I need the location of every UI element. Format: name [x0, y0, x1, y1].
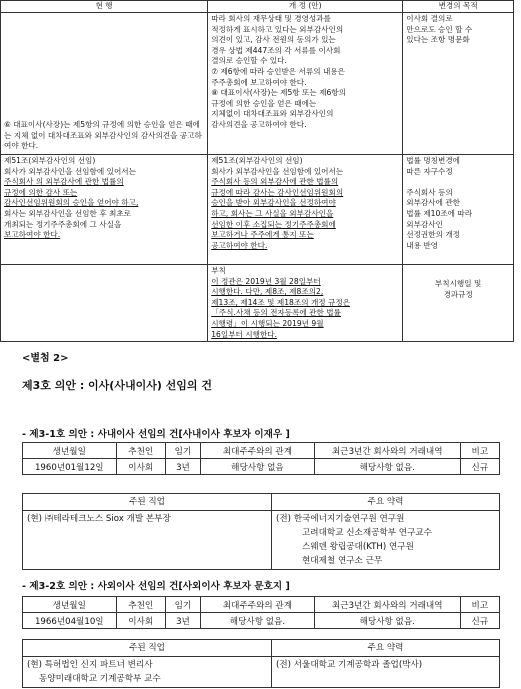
header-revised: 개 정 (안) [208, 1, 403, 13]
row2-revised-line: 공고하여야 한다. [211, 240, 268, 250]
row2-revised-line: 규정에 따라 감사는 감사인선임위원회의 [211, 187, 344, 197]
row1-revised-line: 경우 상법 제447조의 각 서류를 이사회 [211, 45, 341, 55]
sub1-header-transactions: 최근3년간 회사와의 거래내역 [314, 443, 460, 459]
row1-revised-line: 의견이 있고, 감사 전원의 동의가 있는 [211, 35, 336, 45]
row1-revised-line: 감사의견을 공고하여야 한다. [211, 119, 307, 129]
row1-revised-line: ⑦ 제6항에 따라 승인받은 서류의 내용은 [211, 66, 345, 76]
row1-revised-line: ⑧ 대표이사(사장)는 제5항 또는 제6항의 [211, 88, 346, 98]
sub1-term: 3년 [165, 459, 200, 475]
sub2-birth: 1966년04월10일 [23, 613, 117, 629]
row2-purpose-cell [403, 155, 514, 265]
sub2-title: - 제3-2호 의안 : 사외이사 선임의 건[사외이사 후보자 문호지 ] [22, 581, 290, 592]
amendment-comparison-table [0, 0, 514, 342]
row1-current-cell [1, 13, 208, 155]
row1-revised-line: 규정에 의한 승인을 얻은 때에는 [211, 98, 317, 108]
sub2-career-line: (전) 서울대학교 기계공학과 졸업(박사) [276, 660, 423, 670]
sub2-candidate-table [22, 596, 500, 629]
row1-revised-line: 지체없이 대차대조표와 외부감사인의 [211, 109, 334, 119]
sub1-career-line: 현대제철 연구소 근무 [302, 556, 383, 566]
sub1-birth: 1960년01월12일 [23, 459, 117, 475]
row2-revised-line: 보고하거나 주주에게 통지 또는 [211, 230, 314, 240]
row3-purpose-cell [403, 265, 514, 342]
sub2-recommender: 이사회 [116, 613, 165, 629]
row3-revised-cell [208, 265, 403, 342]
sub2-header-transactions: 최근3년간 회사와의 거래내역 [314, 597, 460, 613]
sub1-header-term: 임기 [165, 443, 200, 459]
row2-current-line: 규정에 의한 감사 또는 [4, 187, 78, 197]
sub1-relation: 해당사항 없음 [201, 459, 315, 475]
sub1-header-note: 비고 [460, 443, 499, 459]
row1-revised-line: 결의로 승인할 수 있다. [211, 56, 287, 66]
sub1-header-birth: 생년월일 [23, 443, 117, 459]
sub2-job-line: (현) 특허법인 신지 파트너 변리사 [27, 660, 153, 670]
sub2-job-cell [23, 657, 272, 688]
row2-purpose-line [406, 177, 510, 188]
sub2-header-relation: 최대주주와의 관계 [201, 597, 315, 613]
row2-purpose-line: 법률 제10조에 따라 [406, 208, 473, 218]
row2-current-cell [1, 155, 208, 265]
sub1-job: (현) ㈜테라테크노스 Siox 개발 본부장 [23, 511, 272, 570]
sub2-job-line: 동양미래대학교 기계공학부 교수 [39, 674, 161, 684]
row2-current-line: 감사인선임위원회의 승인을 얻어야 하고, [4, 198, 139, 208]
row1-revised-cell [208, 13, 403, 155]
sub2-career-table [22, 639, 500, 688]
row2-current-line: 회사는 외부감사인을 선임한 후 최초로 [4, 208, 132, 218]
row2-revised-line: 회사가 외부감사인을 선임함에 있어서는 [211, 166, 344, 176]
row1-current-text: ⑥ 대표이사(사장)는 제5항의 규정에 의한 승인을 얻은 때에는 지체 없이 대차대조표와 외부감사인의 감사의견을 공고하여야 한다. [4, 120, 202, 151]
sub1-career-cell [272, 511, 500, 570]
sub1-candidate-table [22, 442, 500, 475]
row2-revised-cell [208, 155, 403, 265]
row3-revised-line: 16일부터 시행한다. [211, 329, 278, 339]
agenda-title: 제3호 의안 : 이사(사내이사) 선임의 건 [22, 379, 213, 392]
row3-revised-line: 이 정관은 2019년 3월 28일부터 [211, 276, 321, 286]
sub1-note: 신규 [460, 459, 499, 475]
row3-revised-line: 제13조, 제14조 및 제18조의 개정 규정은 [211, 297, 351, 307]
row2-purpose-line: 주식회사 등의 [406, 187, 453, 197]
row1-purpose-cell [403, 13, 514, 155]
row2-revised-line: 승인을 받아 외부감사인을 선정하여야 [211, 198, 336, 208]
row3-revised-line: 시행한다. 다만, 제8조, 제8조의2, [211, 287, 324, 297]
row2-current-line: 개최되는 정기주주총회에 그 사실을 [4, 219, 122, 229]
row1-purpose-line: 이사회 결의로 [406, 14, 453, 23]
row1-revised-line: 따라 회사의 재무상태 및 경영성과를 [211, 14, 331, 23]
sub1-transactions: 해당사항 없음. [314, 459, 460, 475]
row2-current-line: 보고하여야 한다. [4, 230, 61, 240]
row2-purpose-line: 따른 자구수정 [406, 166, 453, 176]
row3-revised-line: 시행령」이 시행되는 2019년 9월 [211, 318, 324, 328]
row2-purpose-line: 외부감사에 관한 [406, 198, 461, 208]
row2-revised-line: 선임한 이후 소집되는 정기주주총회에 [211, 219, 336, 229]
row2-current-line: 회사가 외부감사인을 선임함에 있어서는 [4, 166, 136, 176]
row3-revised-line: 「주식.사채 등의 전자등록에 관한 법률 [211, 308, 341, 318]
header-purpose: 변경의 목적 [403, 1, 514, 13]
row3-current-cell [1, 265, 208, 342]
row2-current-line: 주식회사 의 외부감사에 관한 법률의 [4, 177, 124, 187]
row2-purpose-line: 선정권한의 개정 [406, 230, 461, 240]
row3-purpose-line: 경과규정 [443, 289, 473, 299]
sub1-career-header: 주요 약력 [272, 494, 500, 511]
row1-revised-line: 적정하게 표시하고 있다는 외부감사인의 [211, 24, 344, 34]
sub1-career-table [22, 493, 500, 570]
sub1-title: - 제3-1호 의안 : 사내이사 선임의 건[사내이사 후보자 이재우 ] [22, 429, 290, 440]
sub2-header-recommender: 추천인 [116, 597, 165, 613]
row3-revised-title: 부칙 [211, 266, 226, 275]
row1-purpose-line: 있다는 조항 명문화 [406, 35, 470, 45]
sub1-career-line: 고려대학교 신소재공학부 연구교수 [302, 528, 432, 538]
sub1-career-line: (전) 한국에너지기술연구원 연구원 [276, 514, 405, 524]
sub1-recommender: 이사회 [116, 459, 165, 475]
row2-purpose-line: 내용 반영 [406, 240, 439, 250]
row2-purpose-line: 외부감사인 [406, 219, 443, 229]
row2-purpose-line: 법률 명칭변경에 [406, 156, 461, 165]
attachment-label: <별첨 2> [22, 353, 69, 364]
sub2-term: 3년 [165, 613, 200, 629]
row2-current-title: 제51조(외부감사인의 선임) [4, 156, 96, 165]
sub2-career-header: 주요 약력 [272, 640, 500, 657]
sub1-job-header: 주된 직업 [23, 494, 272, 511]
sub2-transactions: 해당사항 없음. [314, 613, 460, 629]
sub2-relation: 해당사항 없음. [201, 613, 315, 629]
row2-revised-line: 하고, 회사는 그 사실을 외부감사인을 [211, 208, 334, 218]
row1-purpose-line: 만으로도 승인 할 수 [406, 24, 473, 34]
sub1-career-line: 스웨덴 왕립공대(KTH) 연구원 [302, 542, 414, 552]
row3-purpose-line: 부칙시행일 및 [434, 279, 482, 288]
sub1-header-recommender: 추천인 [116, 443, 165, 459]
row2-revised-title: 제51조(외부감사인의 선임) [211, 156, 303, 165]
header-current: 현 행 [1, 1, 208, 13]
sub2-header-birth: 생년월일 [23, 597, 117, 613]
row2-revised-line: 주식회사 등의 외부감사에 관한 법률의 [211, 177, 339, 187]
sub2-note: 신규 [460, 613, 499, 629]
sub2-header-note: 비고 [460, 597, 499, 613]
sub2-job-header: 주된 직업 [23, 640, 272, 657]
sub1-header-relation: 최대주주와의 관계 [201, 443, 315, 459]
sub2-career-cell [272, 657, 500, 688]
row1-revised-line: 주주총회에 보고하여야 한다. [211, 77, 307, 87]
sub2-header-term: 임기 [165, 597, 200, 613]
